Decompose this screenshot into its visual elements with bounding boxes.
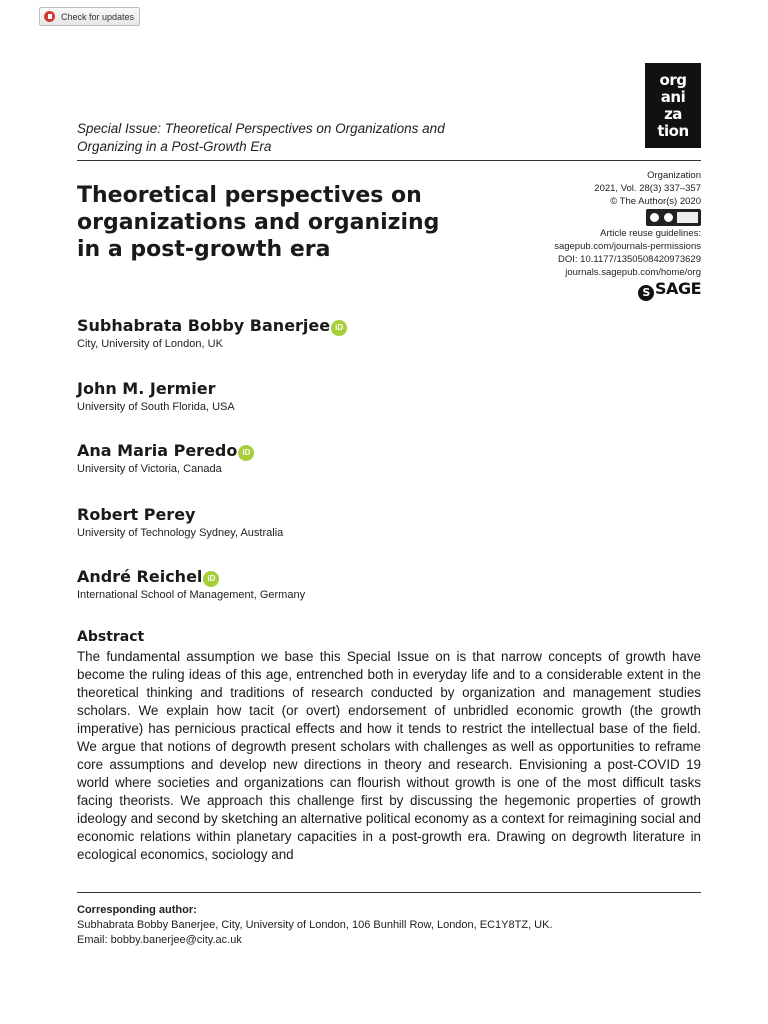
abstract-text: The fundamental assumption we base this Special Issue on is that narrow concepts of growth have become the ruling ideas of this age, entrenched both in everyday life and to a considerable extent in the theoretical thinking and traditions of research conducted by organization and management studies scholars. We explain how tacit (or overt) endorsement of unbridled economic growth (the growth imperative) has pernicious practical effects and how it tends to restrict the intellectual base of the field. We argue that notions of degrowth present scholars with challenges as well as opportunities to reframe core assumptions and develop new directions in theory and research. Envisioning a post-COVID 19 world where societies and organizations can flourish without growth is one of the most difficult tasks facing theorists. We approach this challenge first by discussing the hegemonic properties of growth ideology and second by sketching an alternative political economy as a context for reimagining social and economic relations within planetary capacities in a post-growth era. Drawing on degrowth literature in ecological economics, sociology and	[77, 649, 701, 862]
author-affiliation: University of South Florida, USA	[77, 401, 235, 413]
reuse-label: Article reuse guidelines:	[600, 228, 701, 240]
abstract-heading: Abstract	[77, 629, 145, 645]
journal-logo-line: za	[664, 104, 682, 123]
author-block	[77, 316, 347, 351]
orcid-icon[interactable]: iD	[238, 445, 254, 461]
author-affiliation: University of Victoria, Canada	[77, 463, 222, 475]
author-affiliation: City, University of London, UK	[77, 338, 223, 350]
cc-license-icon[interactable]	[646, 209, 701, 226]
journal-logo-line: ani	[660, 87, 686, 106]
author-affiliation: International School of Management, Germany	[77, 589, 306, 601]
author-name: Subhabrata Bobby Banerjee	[77, 316, 331, 335]
journal-logo-line: tion	[657, 121, 689, 140]
author-affiliation: University of Technology Sydney, Australia	[77, 527, 284, 539]
article-title: Theoretical perspectives on organizations and organizing in a post-growth era	[77, 183, 440, 262]
author-name: André Reichel	[77, 567, 203, 586]
citation: 2021, Vol. 28(3) 337–357	[594, 182, 701, 194]
journal-logo	[645, 63, 701, 148]
footer-divider	[77, 892, 701, 893]
journal-name: Organization	[647, 170, 701, 181]
author-block	[77, 505, 283, 540]
journal-url-link[interactable]: journals.sagepub.com/home/org	[565, 266, 701, 278]
journal-logo-line: org	[659, 70, 687, 89]
author-block	[77, 567, 305, 602]
check-for-updates-button[interactable]	[39, 7, 140, 26]
corresponding-address: Subhabrata Bobby Banerjee, City, University of London, 106 Bunhill Row, London, EC1Y8TZ, UK.	[77, 919, 553, 931]
check-for-updates-label: Check for updates	[61, 11, 135, 22]
sage-logo-icon: S	[638, 285, 654, 301]
header-divider	[77, 160, 701, 161]
corresponding-author	[77, 903, 701, 948]
doi-link[interactable]: DOI: 10.1177/1350508420973629	[558, 253, 701, 265]
orcid-icon[interactable]: iD	[203, 571, 219, 587]
article-metadata	[501, 170, 701, 301]
copyright: © The Author(s) 2020	[610, 195, 701, 207]
sage-logo	[501, 278, 701, 301]
corresponding-email[interactable]: Email: bobby.banerjee@city.ac.uk	[77, 934, 242, 946]
author-name: Robert Perey	[77, 505, 196, 524]
author-block	[77, 379, 235, 414]
reuse-link[interactable]: sagepub.com/journals-permissions	[554, 241, 701, 253]
author-block	[77, 441, 254, 476]
bookmark-icon	[44, 11, 55, 22]
orcid-icon[interactable]: iD	[331, 320, 347, 336]
special-issue-label: Special Issue: Theoretical Perspectives on Organizations and Organizing in a Post-Growth Era	[77, 121, 445, 154]
corresponding-label: Corresponding author:	[77, 904, 197, 916]
author-name: Ana Maria Peredo	[77, 441, 238, 460]
author-name: John M. Jermier	[77, 379, 216, 398]
publisher-name: SAGE	[655, 278, 701, 298]
